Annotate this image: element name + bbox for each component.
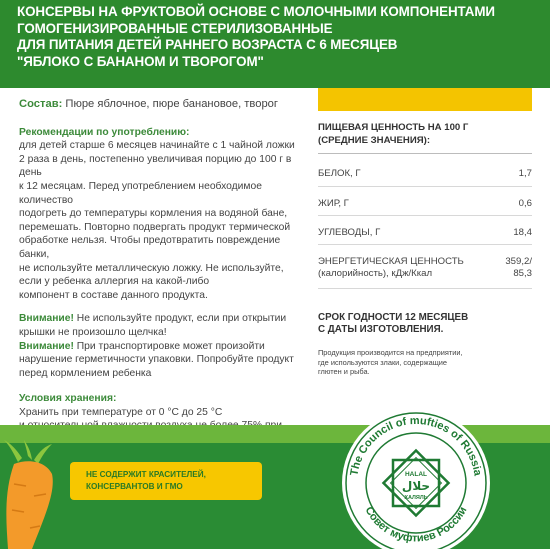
nutrition-title <box>318 122 532 147</box>
halal-seal-icon <box>337 404 495 549</box>
nutrition-divider <box>318 186 532 187</box>
allergen-note-line: где используются злаки, содержащие <box>318 357 448 367</box>
warning-text: Не используйте продукт, если при открытии <box>73 313 287 325</box>
energy-name-line: ЭНЕРГЕТИЧЕСКАЯ ЦЕННОСТЬ <box>318 256 464 267</box>
nutrition-title-line: (СРЕДНИЕ ЗНАЧЕНИЯ): <box>318 134 431 146</box>
seal-outer-text: The Council of muftiеs of Russia <box>348 414 484 477</box>
nutrition-divider <box>318 288 532 289</box>
composition-section <box>19 98 309 112</box>
carrot-illustration <box>0 440 80 549</box>
shelf-life <box>318 312 532 337</box>
nutrition-row-energy <box>318 256 532 284</box>
recommendations-section <box>19 126 309 303</box>
seal-halal-arabic: حلال <box>401 479 431 493</box>
nutrient-name: УГЛЕВОДЫ, Г <box>318 227 381 238</box>
badge-line: НЕ СОДЕРЖИТ КРАСИТЕЛЕЙ, <box>86 470 206 479</box>
product-title-line: ГОМОГЕНИЗИРОВАННЫЕ СТЕРИЛИЗОВАННЫЕ <box>17 20 333 36</box>
nutrition-divider <box>318 215 532 216</box>
allergen-note-line: Продукция производится на предприятии, <box>318 348 463 357</box>
seal-bottom-text: Совет муфтиев России <box>362 504 470 545</box>
composition-label: Состав: <box>19 98 63 110</box>
shelf-life-line: СРОК ГОДНОСТИ 12 МЕСЯЦЕВ <box>318 312 469 323</box>
recommendations-line: компонент в составе данного продукта. <box>19 289 208 301</box>
nutrient-name: ЖИР, Г <box>318 198 349 209</box>
product-title-banner <box>0 0 550 88</box>
nutrition-divider <box>318 244 532 245</box>
storage-label: Условия хранения: <box>19 393 117 405</box>
recommendations-label: Рекомендации по употреблению: <box>19 126 190 138</box>
allergen-note <box>318 348 532 377</box>
warning-line: крышки не произошло щелчка! <box>19 326 167 338</box>
nutrition-title-line: ПИЩЕВАЯ ЦЕННОСТЬ НА 100 Г <box>318 122 469 133</box>
badge-line: КОНСЕРВАНТОВ И ГМО <box>86 481 183 491</box>
product-title-line: "ЯБЛОКО С БАНАНОМ И ТВОРОГОМ" <box>17 53 264 69</box>
product-title-line: ДЛЯ ПИТАНИЯ ДЕТЕЙ РАННЕГО ВОЗРАСТА С 6 МЕСЯЦЕВ <box>17 37 398 53</box>
no-additives-badge <box>70 462 262 500</box>
allergen-note-line: глютен и рыба. <box>318 367 370 377</box>
nutrient-value <box>505 256 532 280</box>
energy-value-line: 359,2/ <box>505 256 532 267</box>
recommendations-line: подогреть до температуры кормления на водяной бане, <box>19 208 288 220</box>
warning-label: Внимание! <box>19 340 74 352</box>
product-title-line: КОНСЕРВЫ НА ФРУКТОВОЙ ОСНОВЕ С МОЛОЧНЫМИ КОМПОНЕНТАМИ <box>17 4 495 19</box>
shelf-life-line: С ДАТЫ ИЗГОТОВЛЕНИЯ. <box>318 324 444 336</box>
nutrient-value: 1,7 <box>518 168 532 179</box>
nutrition-divider <box>318 153 532 154</box>
recommendations-line: не используйте металлическую ложку. Не используйте, <box>19 262 284 274</box>
warning-line <box>19 312 309 326</box>
warnings-section <box>19 312 309 380</box>
nutrient-value: 0,6 <box>518 198 532 209</box>
nutrition-panel <box>318 86 532 416</box>
storage-line: Хранить при температуре от 0 °С до 25 °С <box>19 406 223 418</box>
seal-halal-ru: ХАЛЯЛЬ <box>404 495 428 501</box>
warning-label: Внимание! <box>19 313 74 325</box>
recommendations-line: если у ребенка аллергия на какой-либо <box>19 276 210 288</box>
energy-value-line: 85,3 <box>513 268 532 279</box>
composition-text: Пюре яблочное, пюре банановое, творог <box>62 98 278 110</box>
nutrient-value: 18,4 <box>513 227 532 238</box>
recommendations-line: к 12 месяцам. Перед употреблением необходимое количество <box>19 180 262 206</box>
seal-halal-label: HALAL <box>404 471 428 478</box>
nutrient-name: БЕЛОК, Г <box>318 168 361 179</box>
recommendations-line: обработке нельзя. Чтобы предотвратить повреждение банки, <box>19 235 281 260</box>
recommendations-line: для детей старше 6 месяцев начинайте с 1 чайной ложки <box>19 140 295 152</box>
energy-name-line: (калорийность), кДж/Ккал <box>318 268 433 279</box>
warning-text: При транспортировке может произойти <box>73 340 265 352</box>
warning-line: нарушение герметичности упаковки. Попробуйте продукт <box>19 354 294 366</box>
warning-line: перед кормлением ребенка <box>19 367 152 379</box>
warning-line <box>19 340 309 354</box>
recommendations-line: перемешать. Повторно подвергать продукт термической <box>19 221 291 233</box>
recommendations-line: 2 раза в день, постепенно увеличивая порцию до 100 г в день <box>19 153 292 179</box>
nutrient-name <box>318 256 464 280</box>
